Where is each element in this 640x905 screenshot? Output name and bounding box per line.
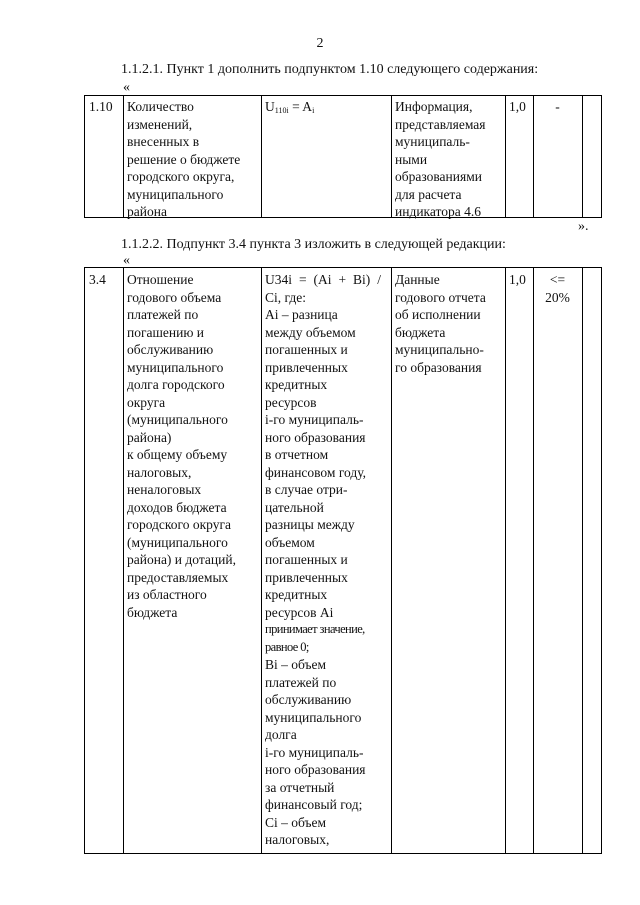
text-line: муниципального	[265, 709, 362, 725]
text-line: кредитных	[265, 587, 328, 602]
text-line: го образования	[395, 359, 482, 375]
weight-value: 1,0	[509, 272, 526, 287]
text-line: Информация,	[395, 99, 473, 114]
indicator-formula	[265, 271, 381, 849]
text-line: за отчетный	[265, 779, 335, 795]
text-line: из областного	[127, 587, 207, 602]
text-line: округа	[127, 394, 166, 410]
text-line: налоговых,	[127, 464, 192, 480]
text-line: Ai – разница	[265, 307, 338, 322]
text-line: кредитных	[265, 377, 328, 392]
text-line: i-го муниципаль-	[265, 412, 364, 427]
text-line: бюджета	[127, 604, 178, 620]
opening-quote-2: «	[123, 253, 130, 268]
formula-condensed-note	[265, 621, 381, 656]
text-line: ресурсов	[265, 394, 317, 410]
text-line: привлеченных	[265, 569, 348, 585]
paragraph-1-1-2-1: 1.1.2.1. Пункт 1 дополнить подпунктом 1.10 следующего содержания:	[121, 62, 539, 77]
text-line: городского округа	[127, 517, 232, 532]
text-line: между объемом	[265, 324, 356, 340]
text-line: погашенных и	[265, 552, 348, 567]
text-line: ного образования	[265, 429, 366, 445]
text-line: погашению и	[127, 324, 205, 340]
text-line: неналоговых	[127, 482, 202, 497]
weight-value: 1,0	[509, 99, 526, 114]
text-line: обслуживанию	[127, 342, 214, 357]
formula-token: (Ai	[313, 272, 332, 287]
text-line: платежей по	[265, 674, 337, 690]
text-line: доходов бюджета	[127, 499, 227, 515]
text-line: принимает значение,	[265, 622, 365, 636]
text-line: налоговых,	[265, 832, 330, 847]
text-line: района	[127, 204, 167, 219]
text-line: ного образования	[265, 762, 366, 777]
text-line: решение о бюджете	[127, 151, 241, 167]
row-number: 3.4	[89, 272, 106, 287]
text-line: погашенных и	[265, 342, 348, 357]
text-line: образованиями	[395, 169, 482, 184]
text-line: цательной	[265, 499, 324, 515]
page-number: 2	[316, 36, 324, 51]
text-line: представляемая	[395, 116, 486, 132]
formula-token: Bi)	[353, 272, 371, 287]
text-line: для расчета	[395, 186, 462, 202]
text-line: муниципаль-	[395, 134, 470, 149]
text-line: в случае отри-	[265, 482, 348, 497]
text-line: муниципального	[127, 359, 224, 375]
text-line: Количество	[127, 99, 194, 114]
paragraph-1-1-2-2: 1.1.2.2. Подпункт 3.4 пункта 3 изложить в следующей редакции:	[121, 237, 506, 252]
text-line: бюджета	[395, 324, 446, 340]
text-line: обслуживанию	[265, 692, 352, 707]
text-line: муниципально-	[395, 342, 484, 357]
text-line: (муниципального	[127, 412, 228, 427]
text-line: долга городского	[127, 377, 225, 392]
text-line: годового отчета	[395, 289, 486, 305]
formula-token: /	[377, 272, 381, 287]
text-line: равное 0;	[265, 639, 309, 654]
formula-token: +	[338, 272, 347, 287]
row-number: 1.10	[89, 99, 113, 114]
text-line: в отчетном	[265, 447, 329, 462]
table-indicator-3-4	[84, 267, 602, 854]
formula-token: =	[298, 272, 307, 287]
text-line: муниципального	[127, 186, 224, 202]
text-line: района)	[127, 429, 172, 445]
text-line: (муниципального	[127, 534, 228, 550]
text-line: разницы между	[265, 517, 355, 532]
data-source	[395, 271, 486, 376]
text-line: годового объема	[127, 289, 222, 305]
text-line: предоставляемых	[127, 569, 229, 585]
text-line: Ci – объем	[265, 814, 327, 830]
data-source	[395, 98, 486, 221]
opening-quote-1: «	[123, 80, 130, 95]
text-line: района) и дотаций,	[127, 552, 236, 567]
formula-token: U34i	[265, 272, 292, 287]
text-line: объемом	[265, 534, 315, 550]
text-line: i-го муниципаль-	[265, 744, 364, 760]
formula-tail	[265, 656, 381, 849]
text-line: Отношение	[127, 272, 194, 287]
text-line: к общему объему	[127, 447, 228, 462]
text-line: Данные	[395, 272, 440, 287]
text-line: платежей по	[127, 307, 199, 322]
table-indicator-1-10	[84, 95, 602, 218]
text-line: финансовом году,	[265, 464, 367, 480]
text-line: городского округа,	[127, 169, 235, 184]
text-line: <=	[549, 272, 566, 287]
closing-quote-1: ».	[578, 219, 589, 234]
threshold-value	[533, 271, 582, 306]
text-line: об исполнении	[395, 307, 481, 322]
indicator-name	[127, 98, 240, 221]
text-line: внесенных в	[127, 134, 200, 149]
formula-definitions	[265, 289, 381, 622]
text-line: ресурсов Ai	[265, 604, 334, 620]
indicator-formula: $U_{110i} = A_i$	[265, 99, 315, 115]
formula-first-line	[265, 271, 381, 289]
text-line: Bi – объем	[265, 657, 327, 672]
text-line: долга	[265, 727, 297, 742]
text-line: ными	[395, 151, 428, 167]
text-line: индикатора 4.6	[395, 204, 482, 219]
indicator-name	[127, 271, 236, 621]
text-line: финансовый год;	[265, 797, 363, 812]
text-line: привлеченных	[265, 359, 348, 375]
text-line: 20%	[545, 289, 570, 305]
threshold-value: -	[555, 99, 560, 114]
text-line: изменений,	[127, 116, 193, 132]
text-line: Ci, где:	[265, 289, 306, 305]
